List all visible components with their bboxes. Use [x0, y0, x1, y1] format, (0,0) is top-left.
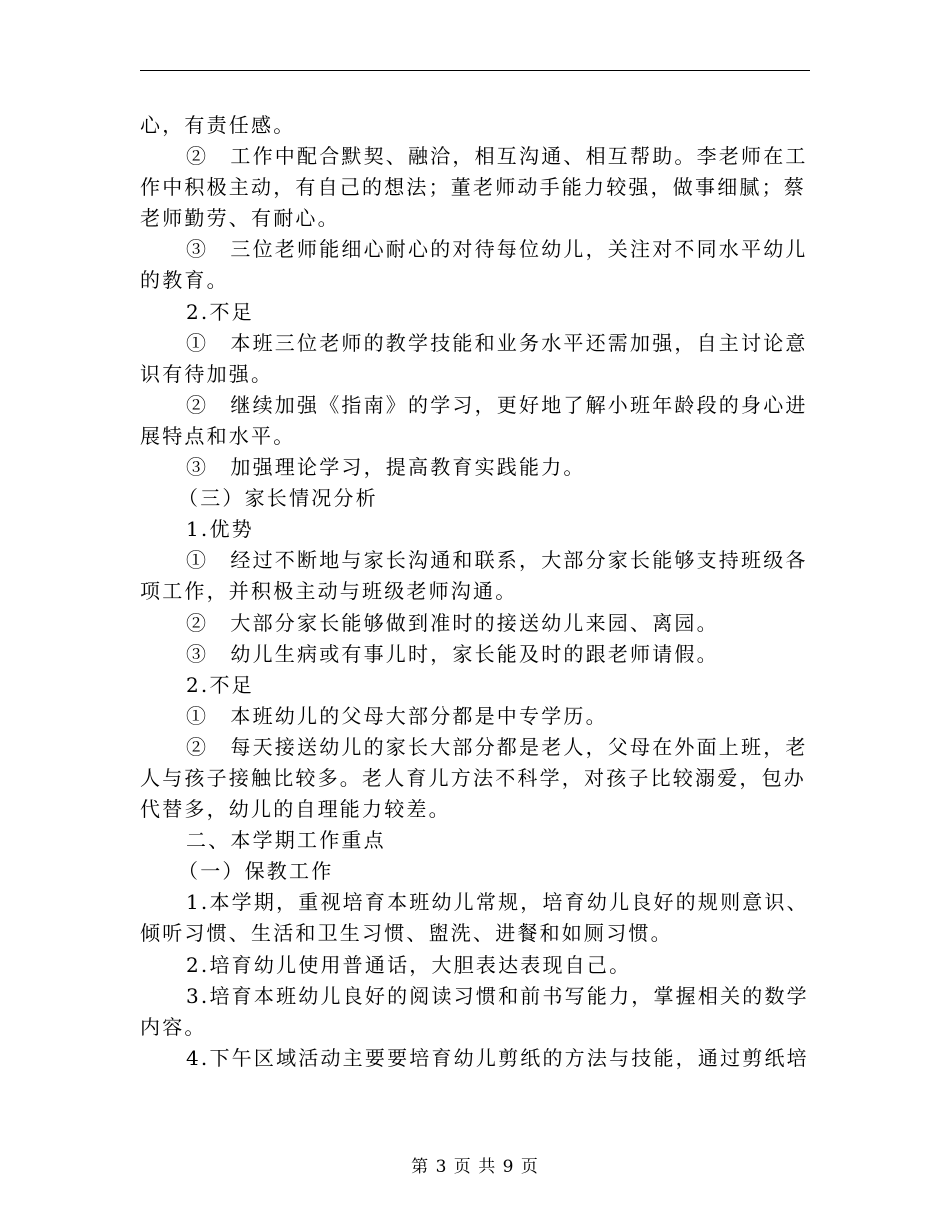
document-body [140, 110, 809, 1074]
text-line: ① 本班三位老师的教学技能和业务水平还需加强，自主讨论意 [186, 330, 808, 355]
text-line: 1.优势 [186, 517, 254, 542]
text-line: ③ 三位老师能细心耐心的对待每位幼儿，关注对不同水平幼儿 [186, 237, 808, 262]
text-line: （一）保教工作 [178, 859, 334, 884]
text-line: 代替多，幼儿的自理能力较差。 [140, 797, 451, 822]
text-line: 识有待加强。 [140, 361, 274, 386]
text-line: 3.培育本班幼儿良好的阅读习惯和前书写能力，掌握相关的数学 [186, 983, 809, 1008]
text-line: ① 本班幼儿的父母大部分都是中专学历。 [186, 703, 608, 728]
text-line: 2.不足 [186, 672, 254, 697]
text-line: 作中积极主动，有自己的想法；董老师动手能力较强，做事细腻；蔡 [140, 175, 806, 200]
text-line: 展特点和水平。 [140, 423, 296, 448]
text-line: 二、本学期工作重点 [186, 828, 386, 853]
text-line: 的教育。 [140, 268, 229, 293]
text-line: 心，有责任感。 [140, 113, 296, 137]
text-line: 2.培育幼儿使用普通话，大胆表达表现自己。 [186, 952, 632, 977]
text-line: ③ 幼儿生病或有事儿时，家长能及时的跟老师请假。 [186, 641, 719, 666]
text-line: 内容。 [140, 1014, 207, 1039]
header-rule [140, 70, 810, 71]
text-line: ① 经过不断地与家长沟通和联系，大部分家长能够支持班级各 [186, 548, 808, 573]
text-line: ② 每天接送幼儿的家长大部分都是老人，父母在外面上班，老 [186, 734, 808, 759]
text-line: 老师勤劳、有耐心。 [140, 206, 340, 231]
text-line: 1.本学期，重视培育本班幼儿常规，培育幼儿良好的规则意识、 [186, 890, 809, 915]
page-number-footer: 第 3 页 共 9 页 [411, 1157, 539, 1177]
text-line: 倾听习惯、生活和卫生习惯、盥洗、进餐和如厕习惯。 [140, 921, 673, 946]
text-line: ② 大部分家长能够做到准时的接送幼儿来园、离园。 [186, 610, 719, 635]
text-line: 人与孩子接触比较多。老人育儿方法不科学，对孩子比较溺爱，包办 [140, 765, 806, 790]
text-line: ③ 加强理论学习，提高教育实践能力。 [186, 455, 586, 480]
text-line: 4.下午区域活动主要要培育幼儿剪纸的方法与技能，通过剪纸培 [186, 1045, 809, 1070]
text-line: （三）家长情况分析 [178, 486, 378, 511]
text-line: 2.不足 [186, 299, 254, 324]
text-line: ② 工作中配合默契、融洽，相互沟通、相互帮助。李老师在工 [186, 144, 808, 169]
text-line: 项工作，并积极主动与班级老师沟通。 [140, 579, 518, 604]
text-line: ② 继续加强《指南》的学习，更好地了解小班年龄段的身心进 [186, 392, 808, 417]
